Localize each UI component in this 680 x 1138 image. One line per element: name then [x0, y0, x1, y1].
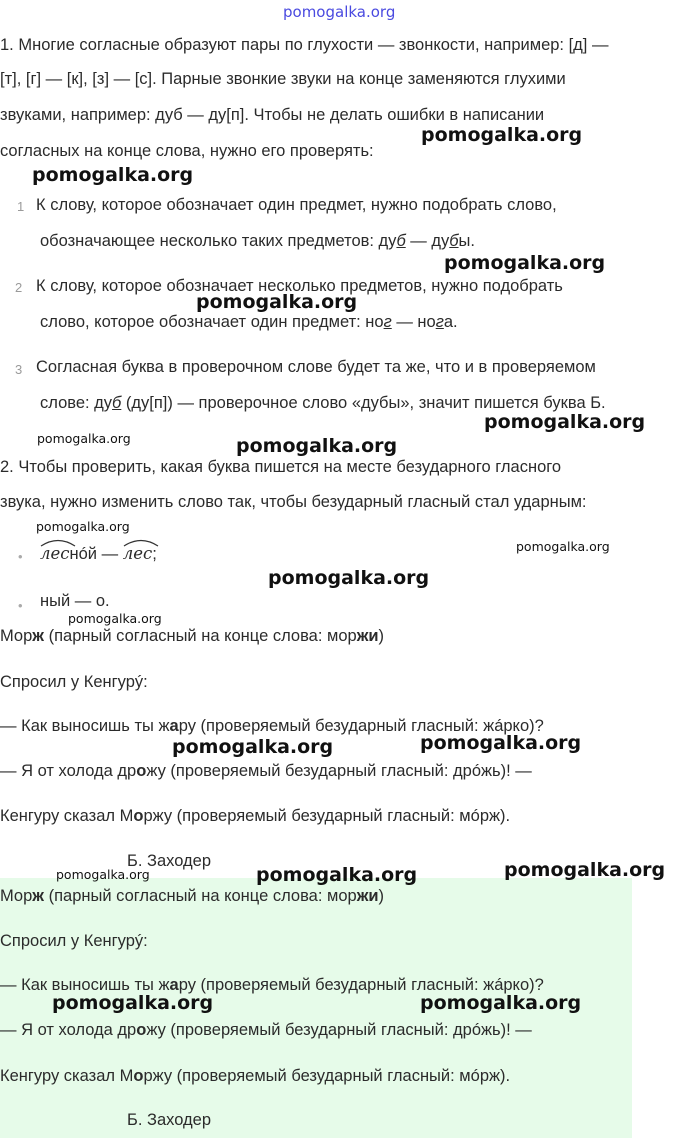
rule-number: 2 — [15, 280, 23, 295]
watermark: pomogalka.org — [68, 611, 162, 626]
poem-line-1: Морж (парный согласный на конце слова: моржи) — [0, 627, 385, 645]
watermark: pomogalka.org — [172, 736, 334, 758]
poem-line-5: Кенгуру сказал Моржу (проверяемый безударный гласный: мóрж). — [0, 807, 511, 825]
watermark: pomogalka.org — [444, 252, 606, 274]
watermark: pomogalka.org — [56, 867, 150, 882]
watermark: pomogalka.org — [516, 539, 610, 554]
poem-line-5: Кенгуру сказал Моржу (проверяемый безударный гласный: мóрж). — [0, 1067, 511, 1085]
poem-author: Б. Заходер — [127, 852, 211, 870]
watermark: pomogalka.org — [268, 567, 430, 589]
rule-number: 1 — [17, 199, 25, 214]
watermark: pomogalka.org — [421, 124, 583, 146]
paragraph-2-line-1: 2. Чтобы проверить, какая буква пишется на месте безударного гласного — [0, 458, 562, 476]
watermark: pomogalka.org — [420, 992, 582, 1014]
poem-author: Б. Заходер — [127, 1111, 211, 1129]
bullet: • — [18, 549, 23, 564]
poem-line-4: — Я от холода дрожу (проверяемый безударный гласный: дрóжь)! — — [0, 1021, 532, 1039]
watermark: pomogalka.org — [36, 519, 130, 534]
bullet: • — [18, 598, 23, 613]
rule-line: слово, которое обозначает один предмет: ног — нога. — [40, 313, 458, 331]
paragraph-1-line-3: звуками, например: дуб — ду[п]. Чтобы не делать ошибки в написании — [0, 106, 545, 124]
watermark-top: pomogalka.org — [283, 3, 396, 21]
rule-line: обозначающее несколько таких предметов: дуб — дубы. — [40, 232, 475, 250]
poem-line-3: — Как выносишь ты жару (проверяемый безударный гласный: жáрко)? — [0, 976, 544, 994]
poem-line-1: Морж (парный согласный на конце слова: моржи) — [0, 887, 385, 905]
poem-line-3: — Как выносишь ты жару (проверяемый безударный гласный: жáрко)? — [0, 717, 544, 735]
rule-line: К слову, которое обозначает несколько предметов, нужно подобрать — [36, 277, 563, 295]
watermark: pomogalka.org — [420, 732, 582, 754]
watermark: pomogalka.org — [484, 411, 646, 433]
poem-line-2: Спросил у Кенгурý: — [0, 932, 148, 950]
rule-line: слове: дуб (ду[п]) — проверочное слово «дубы», значит пишется буква Б. — [40, 394, 606, 412]
rule-line: К слову, которое обозначает один предмет, нужно подобрать слово, — [36, 196, 557, 214]
watermark: pomogalka.org — [32, 164, 194, 186]
watermark: pomogalka.org — [52, 992, 214, 1014]
rule-line: Согласная буква в проверочном слове будет та же, что и в проверяемом — [36, 358, 596, 376]
watermark: pomogalka.org — [256, 864, 418, 886]
paragraph-2-line-2: звука, нужно изменить слово так, чтобы безударный гласный стал ударным: — [0, 493, 587, 511]
poem-line-4: — Я от холода дрожу (проверяемый безударный гласный: дрóжь)! — — [0, 762, 532, 780]
watermark: pomogalka.org — [504, 859, 666, 881]
watermark: pomogalka.org — [236, 435, 398, 457]
watermark: pomogalka.org — [196, 291, 358, 313]
paragraph-1-line-1: 1. Многие согласные образуют пары по глухости — звонкости, например: [д] — — [0, 36, 609, 54]
rule-number: 3 — [15, 362, 23, 377]
paragraph-1-line-2: [т], [г] — [к], [з] — [с]. Парные звонкие звуки на конце заменяются глухими — [0, 70, 566, 88]
poem-line-2: Спросил у Кенгурý: — [0, 673, 148, 691]
paragraph-1-line-4: согласных на конце слова, нужно его проверять: — [0, 142, 374, 160]
example-2: ный — о. — [40, 592, 110, 610]
example-1: леснóй — лес; — [40, 544, 157, 564]
watermark: pomogalka.org — [37, 431, 131, 446]
